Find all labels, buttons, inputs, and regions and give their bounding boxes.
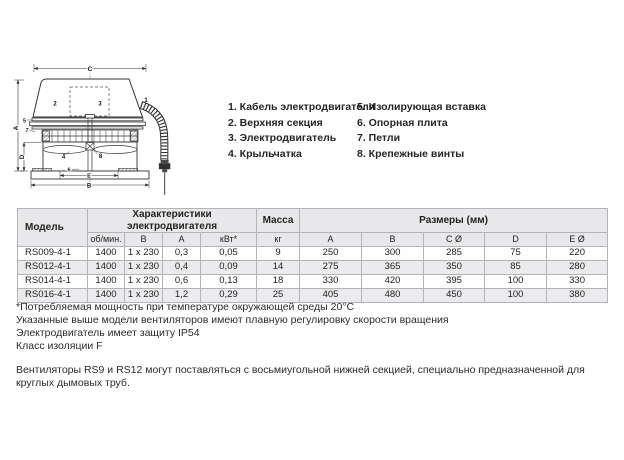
table-cell: 1,2: [163, 289, 201, 303]
table-cell: 1 x 230: [125, 289, 163, 303]
parts-list-item: 6. Опорная плита: [357, 116, 448, 129]
table-cell: 300: [362, 247, 424, 261]
parts-list-item: 2. Верхняя секция: [228, 116, 323, 129]
table-cell: 1 x 230: [125, 275, 163, 289]
table-cell-model: RS014-4-1: [18, 275, 88, 289]
table-cell: 0,09: [201, 261, 257, 275]
table-header-motor-group: Характеристики электродвигателя: [88, 209, 257, 233]
table-cell-model: RS012-4-1: [18, 261, 88, 275]
table-cell: 0,3: [163, 247, 201, 261]
table-cell: 100: [485, 275, 547, 289]
part-number-1: 1: [144, 98, 148, 104]
table-subheader-dim-c: C Ø: [424, 233, 485, 247]
parts-list-column-2: [357, 100, 486, 162]
note-line: *Потребляемая мощность при температуре окружающей среды 20°C: [16, 301, 355, 313]
table-cell: 1400: [88, 275, 125, 289]
table-row: [18, 275, 608, 289]
table-cell: 330: [300, 275, 362, 289]
dim-label-e: E: [87, 173, 91, 180]
table-header-mass-group: Масса: [257, 209, 300, 233]
parts-list-column-1: [228, 100, 375, 162]
table-cell: 0,29: [201, 289, 257, 303]
table-cell: 450: [424, 289, 485, 303]
table-cell: 0,05: [201, 247, 257, 261]
table-subheader-dim-a: A: [300, 233, 362, 247]
table-cell: 100: [485, 289, 547, 303]
table-subheader-kg: кг: [257, 233, 300, 247]
parts-list-item: 5. Изолирующая вставка: [357, 101, 486, 113]
table-cell: 85: [485, 261, 547, 275]
table-cell: 0,6: [163, 275, 201, 289]
table-cell: 75: [485, 247, 547, 261]
table-cell: 285: [424, 247, 485, 261]
table-cell: 420: [362, 275, 424, 289]
note-line: Электродвигатель имеет защиту IP54: [16, 326, 200, 339]
table-header-dims-group: Размеры (мм): [300, 209, 608, 233]
table-cell: 280: [547, 261, 608, 275]
part-number-4: 4: [61, 154, 66, 161]
table-cell: 480: [362, 289, 424, 303]
part-number-8: 8: [98, 154, 103, 160]
table-subheader-dim-b: B: [362, 233, 424, 247]
table-cell: 220: [547, 247, 608, 261]
note-line: Указанные выше модели вентиляторов имеют плавную регулировку скорости вращения: [16, 313, 449, 326]
table-subheader-amps: А: [163, 233, 201, 247]
table-cell: 1400: [88, 261, 125, 275]
table-subheader-dim-e: E Ø: [547, 233, 608, 247]
dim-label-a: A: [13, 125, 20, 131]
table-cell: 9: [257, 247, 300, 261]
table-cell: 380: [547, 289, 608, 303]
cable-conduit: [141, 105, 170, 195]
table-cell: 350: [424, 261, 485, 275]
table-row: [18, 247, 608, 261]
part-number-5: 5: [22, 118, 27, 125]
part-number-3: 3: [98, 101, 102, 108]
dim-label-b: B: [86, 183, 92, 190]
table-cell: 0,4: [163, 261, 201, 275]
table-subheader-volts: В: [125, 233, 163, 247]
dim-label-c: C: [87, 65, 93, 73]
table-cell: 275: [300, 261, 362, 275]
table-header-model: Модель: [18, 209, 88, 247]
table-cell: 14: [257, 261, 300, 275]
spec-table: [17, 208, 608, 303]
table-cell: 330: [547, 275, 608, 289]
note-line: Класс изоляции F: [16, 339, 103, 352]
table-subheader-rpm: об/мин.: [88, 233, 125, 247]
table-cell: 365: [362, 261, 424, 275]
part-number-7: 7: [25, 128, 29, 134]
table-cell: 18: [257, 275, 300, 289]
table-cell: 0,13: [201, 275, 257, 289]
table-row: [18, 261, 608, 275]
fan-cap-outline: [33, 79, 143, 117]
part-number-6: 6: [67, 167, 71, 174]
table-cell: 395: [424, 275, 485, 289]
parts-list-item: 7. Петли: [357, 132, 401, 145]
parts-list-item: 1. Кабель электродвигателя: [228, 101, 375, 113]
table-cell: 1400: [88, 247, 125, 261]
table-subheader-kw: кВт*: [201, 233, 257, 247]
table-cell: 1 x 230: [125, 261, 163, 275]
footer-paragraph: Вентиляторы RS9 и RS12 могут поставляться с восьмиугольной нижней секцией, специально предназначенной для круглых дымовых труб.: [16, 364, 585, 389]
table-cell-model: RS016-4-1: [18, 289, 88, 303]
table-cell: 1400: [88, 289, 125, 303]
table-cell: 250: [300, 247, 362, 261]
table-cell-model: RS009-4-1: [18, 247, 88, 261]
parts-list-item: 4. Крыльчатка: [228, 147, 302, 160]
table-cell: 1 x 230: [125, 247, 163, 261]
parts-list-item: 8. Крепежные винты: [357, 147, 465, 160]
grille-outline: [42, 130, 138, 142]
part-number-2: 2: [53, 101, 57, 108]
fan-technical-diagram: [12, 52, 217, 200]
parts-list-item: 3. Электродвигатель: [228, 132, 337, 145]
table-cell: 25: [257, 289, 300, 303]
housing-outline: [43, 118, 137, 174]
notes-block: [16, 301, 449, 353]
table-subheader-dim-d: D: [485, 233, 547, 247]
dim-label-d: D: [20, 154, 26, 160]
table-cell: 405: [300, 289, 362, 303]
